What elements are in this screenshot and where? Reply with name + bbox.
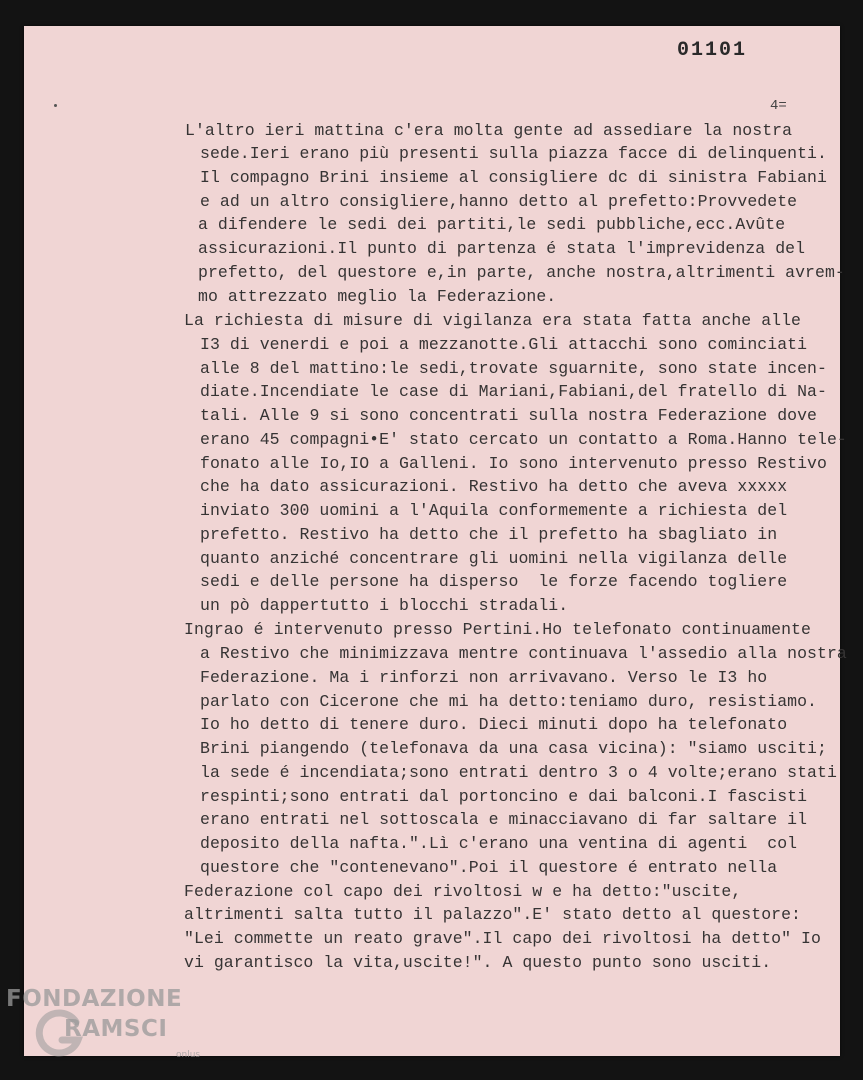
text-line: un pò dappertutto i blocchi stradali. bbox=[200, 596, 569, 615]
page-mark: 4= bbox=[770, 98, 787, 114]
text-line: Brini piangendo (telefonava da una casa vicina): "siamo usciti; bbox=[200, 739, 827, 758]
paper-speck bbox=[54, 104, 57, 107]
text-line: parlato con Cicerone che mi ha detto:teniamo duro, resistiamo. bbox=[200, 692, 817, 711]
text-line: La richiesta di misure di vigilanza era stata fatta anche alle bbox=[184, 311, 801, 330]
text-line: sede.Ieri erano più presenti sulla piazza facce di delinquenti. bbox=[200, 144, 827, 163]
text-line: erano entrati nel sottoscala e minacciavano di far saltare il bbox=[200, 810, 808, 829]
text-line: Ingrao é intervenuto presso Pertini.Ho telefonato continuamente bbox=[184, 620, 811, 639]
text-line: prefetto, del questore e,in parte, anche nostra,altrimenti avrem- bbox=[198, 263, 845, 282]
text-line: deposito della nafta.".Lì c'erano una ventina di agenti col bbox=[200, 834, 798, 853]
text-line: fonato alle Io,IO a Galleni. Io sono intervenuto presso Restivo bbox=[200, 454, 827, 473]
document-page bbox=[24, 26, 847, 1056]
text-line: che ha dato assicurazioni. Restivo ha detto che aveva xxxxx bbox=[200, 477, 788, 496]
text-line: quanto anziché concentrare gli uomini nella vigilanza delle bbox=[200, 549, 788, 568]
text-line: alle 8 del mattino:le sedi,trovate sguarnite, sono state incen- bbox=[200, 359, 827, 378]
text-line: Io ho detto di tenere duro. Dieci minuti dopo ha telefonato bbox=[200, 715, 788, 734]
text-line: diate.Incendiate le case di Mariani,Fabiani,del fratello di Na- bbox=[200, 382, 827, 401]
text-line: altrimenti salta tutto il palazzo".E' stato detto al questore: bbox=[184, 905, 801, 924]
text-line: respinti;sono entrati dal portoncino e dai balconi.I fascisti bbox=[200, 787, 808, 806]
text-line: vi garantisco la vita,uscite!". A questo punto sono usciti. bbox=[184, 953, 772, 972]
text-line: I3 di venerdi e poi a mezzanotte.Gli attacchi sono cominciati bbox=[200, 335, 808, 354]
watermark-line-1: FONDAZIONE bbox=[6, 986, 183, 1012]
text-line: L'altro ieri mattina c'era molta gente ad assediare la nostra bbox=[185, 121, 793, 140]
text-line: Il compagno Brini insieme al consigliere dc di sinistra Fabiani bbox=[200, 168, 827, 187]
document-number: 01101 bbox=[677, 39, 748, 62]
text-line: sedi e delle persone ha disperso le forze facendo togliere bbox=[200, 572, 788, 591]
text-line: prefetto. Restivo ha detto che il prefetto ha sbagliato in bbox=[200, 525, 778, 544]
text-line: assicurazioni.Il punto di partenza é stata l'imprevidenza del bbox=[198, 239, 806, 258]
text-line: "Lei commette un reato grave".Il capo dei rivoltosi ha detto" Io bbox=[184, 929, 821, 948]
text-line: erano 45 compagni•E' stato cercato un contatto a Roma.Hanno tele- bbox=[200, 430, 847, 449]
text-line: a Restivo che minimizzava mentre continuava l'assedio alla nostra bbox=[200, 644, 847, 663]
text-line: e ad un altro consigliere,hanno detto al prefetto:Provvedete bbox=[200, 192, 798, 211]
text-line: Federazione. Ma i rinforzi non arrivavano. Verso le I3 ho bbox=[200, 668, 768, 687]
text-line: la sede é incendiata;sono entrati dentro 3 o 4 volte;erano stati bbox=[200, 763, 837, 782]
watermark-line-2: RAMSCI bbox=[64, 1016, 168, 1042]
text-line: mo attrezzato meglio la Federazione. bbox=[198, 287, 557, 306]
text-line: Federazione col capo dei rivoltosi w e ha detto:"uscite, bbox=[184, 882, 742, 901]
text-line: a difendere le sedi dei partiti,le sedi pubbliche,ecc.Avûte bbox=[198, 215, 786, 234]
text-line: inviato 300 uomini a l'Aquila conformemente a richiesta del bbox=[200, 501, 788, 520]
watermark-small-text: onlus bbox=[176, 1050, 201, 1060]
text-line: tali. Alle 9 si sono concentrati sulla nostra Federazione dove bbox=[200, 406, 817, 425]
text-line: questore che "contenevano".Poi il questore é entrato nella bbox=[200, 858, 778, 877]
